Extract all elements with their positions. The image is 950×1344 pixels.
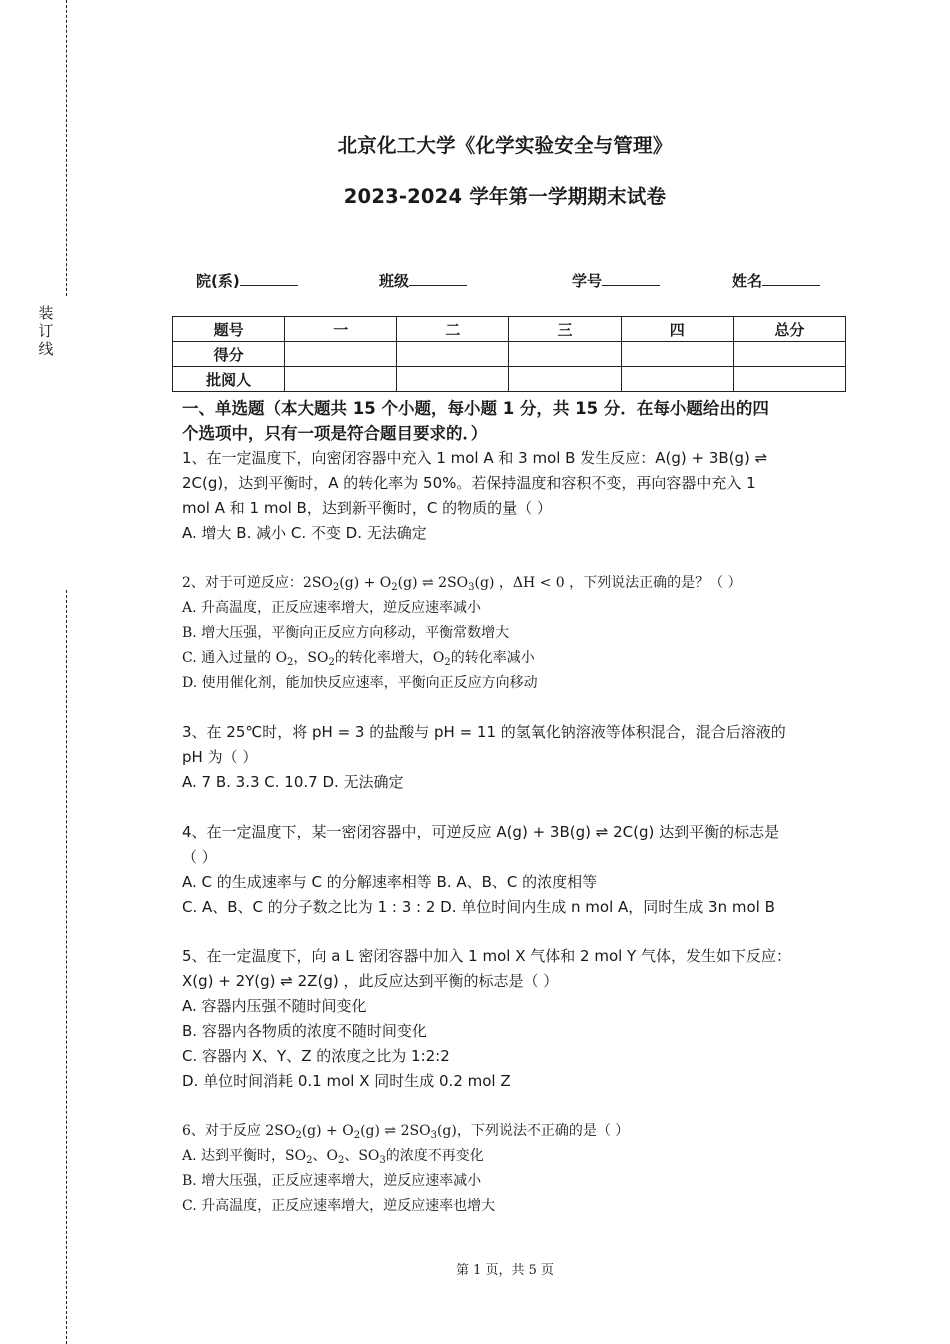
subscript: 2	[391, 582, 398, 593]
subscript: 2	[287, 657, 294, 668]
score-table	[172, 316, 846, 392]
binding-char: 订	[38, 322, 54, 340]
q1-options: A. 增大 B. 减小 C. 不变 D. 无法确定	[182, 524, 427, 542]
student-id-blank[interactable]	[602, 269, 660, 286]
q6-option-c: C. 升高温度，正反应速率增大，逆反应速率也增大	[182, 1198, 496, 1214]
q5-option-d: D. 单位时间消耗 0.1 mol X 同时生成 0.2 mol Z	[182, 1072, 511, 1090]
page-number: 第 1 页，共 5 页	[455, 1263, 555, 1278]
q4-stem-line: （ ）	[182, 848, 217, 866]
q6-option-part: A. 达到平衡时，SO	[182, 1148, 307, 1164]
binding-char: 线	[38, 340, 54, 358]
q4-options: A. C 的生成速率与 C 的分解速率相等 B. A、B、C 的浓度相等	[182, 873, 598, 891]
q5-option-b: B. 容器内各物质的浓度不随时间变化	[182, 1022, 427, 1040]
q2-option-d: D. 使用催化剂，能加快反应速率，平衡向正反应方向移动	[182, 675, 538, 691]
table-header-cell: 二	[397, 317, 509, 342]
name-blank[interactable]	[762, 269, 820, 286]
q6-option-part: 、SO	[344, 1148, 380, 1164]
table-header-cell: 一	[285, 317, 397, 342]
score-row-label: 得分	[173, 342, 285, 367]
q2-stem-part: 2、对于可逆反应：2SO	[182, 575, 333, 591]
grader-cell[interactable]	[397, 367, 509, 392]
table-header-cell: 总分	[733, 317, 845, 342]
q5-stem-line: X(g) + 2Y(g) ⇌ 2Z(g) ，此反应达到平衡的标志是（ ）	[182, 972, 559, 990]
q1-stem-line: 2C(g)，达到平衡时，A 的转化率为 50%。若保持温度和容积不变，再向容器中充入 1	[182, 474, 756, 492]
subscript: 3	[379, 1155, 386, 1166]
q5-option-a: A. 容器内压强不随时间变化	[182, 997, 367, 1015]
score-cell[interactable]	[621, 342, 733, 367]
grader-row-label: 批阅人	[173, 367, 285, 392]
table-header-cell: 四	[621, 317, 733, 342]
score-cell[interactable]	[733, 342, 845, 367]
class-field[interactable]	[379, 269, 467, 291]
grader-cell[interactable]	[621, 367, 733, 392]
grader-cell[interactable]	[733, 367, 845, 392]
q2-option-b: B. 增大压强，平衡向正反应方向移动，平衡常数增大	[182, 625, 510, 641]
subscript: 2	[328, 657, 335, 668]
q6-option-part: 、O	[312, 1148, 338, 1164]
student-id-field[interactable]	[572, 269, 660, 291]
q2-option-part: 的转化率增大，O	[334, 650, 445, 666]
q6-stem	[182, 1120, 629, 1140]
q2-stem-part: (g) + O	[339, 575, 392, 591]
q3-stem-line: pH 为（ ）	[182, 748, 258, 766]
q6-option-part: 的浓度不再变化	[385, 1148, 484, 1164]
q2-option-part: C. 通入过量的 O	[182, 650, 288, 666]
subscript: 3	[430, 1130, 437, 1141]
q3-options: A. 7 B. 3.3 C. 10.7 D. 无法确定	[182, 773, 404, 791]
exam-title: 北京化工大学《化学实验安全与管理》	[337, 134, 673, 157]
table-row	[173, 367, 846, 392]
q5-option-c: C. 容器内 X、Y、Z 的浓度之比为 1:2:2	[182, 1047, 450, 1065]
q1-stem-line: mol A 和 1 mol B，达到新平衡时，C 的物质的量（ ）	[182, 499, 552, 517]
q2-stem-part: (g) ，ΔH < 0 ，下列说法正确的是？（ ）	[474, 575, 742, 591]
subscript: 2	[332, 582, 340, 593]
subscript: 2	[353, 1130, 361, 1141]
q2-option-part: ，SO	[293, 650, 329, 666]
q2-stem	[182, 572, 742, 592]
subscript: 2	[295, 1130, 302, 1141]
q2-option-part: 的转化率减小	[450, 650, 535, 666]
table-header-row	[173, 317, 846, 342]
q6-stem-part: 6、对于反应 2SO	[182, 1123, 296, 1139]
name-field[interactable]	[732, 269, 820, 291]
q1-stem-line: 1、在一定温度下，向密闭容器中充入 1 mol A 和 3 mol B 发生反应：A(g) + 3B(g) ⇌	[182, 449, 768, 467]
section-heading-line: 个选项中，只有一项是符合题目要求的．）	[182, 424, 488, 443]
subscript: 2	[337, 1155, 345, 1166]
q6-option-a	[182, 1145, 484, 1165]
subscript: 3	[468, 582, 475, 593]
q3-stem-line: 3、在 25℃时，将 pH = 3 的盐酸与 pH = 11 的氢氧化钠溶液等体积混合，混合后溶液的	[182, 723, 786, 741]
department-blank[interactable]	[240, 269, 298, 286]
class-label: 班级	[379, 272, 410, 290]
table-row	[173, 342, 846, 367]
section-heading-line: 一、单选题（本大题共 15 个小题，每小题 1 分，共 15 分．在每小题给出的四	[182, 399, 769, 418]
table-header-cell: 题号	[173, 317, 285, 342]
q6-stem-part: (g)，下列说法不正确的是（ ）	[436, 1123, 630, 1139]
table-header-cell: 三	[509, 317, 621, 342]
subscript: 2	[444, 657, 451, 668]
binding-char: 装	[38, 304, 54, 322]
subscript: 2	[306, 1155, 313, 1166]
q4-options: C. A、B、C 的分子数之比为 1 : 3 : 2 D. 单位时间内生成 n mol A，同时生成 3n mol B	[182, 898, 775, 916]
q6-stem-part: (g) + O	[301, 1123, 354, 1139]
q2-option-a: A. 升高温度，正反应速率增大，逆反应速率减小	[182, 600, 482, 616]
department-field[interactable]	[196, 269, 298, 291]
score-cell[interactable]	[397, 342, 509, 367]
class-blank[interactable]	[409, 269, 467, 286]
q2-option-c	[182, 647, 535, 667]
score-cell[interactable]	[285, 342, 397, 367]
student-id-label: 学号	[572, 272, 603, 290]
q2-stem-part: (g) ⇌ 2SO	[397, 575, 469, 591]
score-cell[interactable]	[509, 342, 621, 367]
q6-stem-part: (g) ⇌ 2SO	[360, 1123, 431, 1139]
name-label: 姓名	[732, 272, 763, 290]
grader-cell[interactable]	[509, 367, 621, 392]
q5-stem-line: 5、在一定温度下，向 a L 密闭容器中加入 1 mol X 气体和 2 mol Y 气体，发生如下反应：	[182, 947, 791, 965]
section-heading	[182, 396, 842, 446]
department-label: 院(系)	[196, 272, 240, 290]
exam-subtitle: 2023-2024 学年第一学期期末试卷	[343, 185, 667, 208]
q6-option-b: B. 增大压强，正反应速率增大，逆反应速率减小	[182, 1173, 482, 1189]
q4-stem-line: 4、在一定温度下，某一密闭容器中，可逆反应 A(g) + 3B(g) ⇌ 2C(g) 达到平衡的标志是	[182, 823, 780, 841]
grader-cell[interactable]	[285, 367, 397, 392]
binding-line-bottom	[66, 590, 67, 1344]
binding-label	[36, 304, 56, 358]
